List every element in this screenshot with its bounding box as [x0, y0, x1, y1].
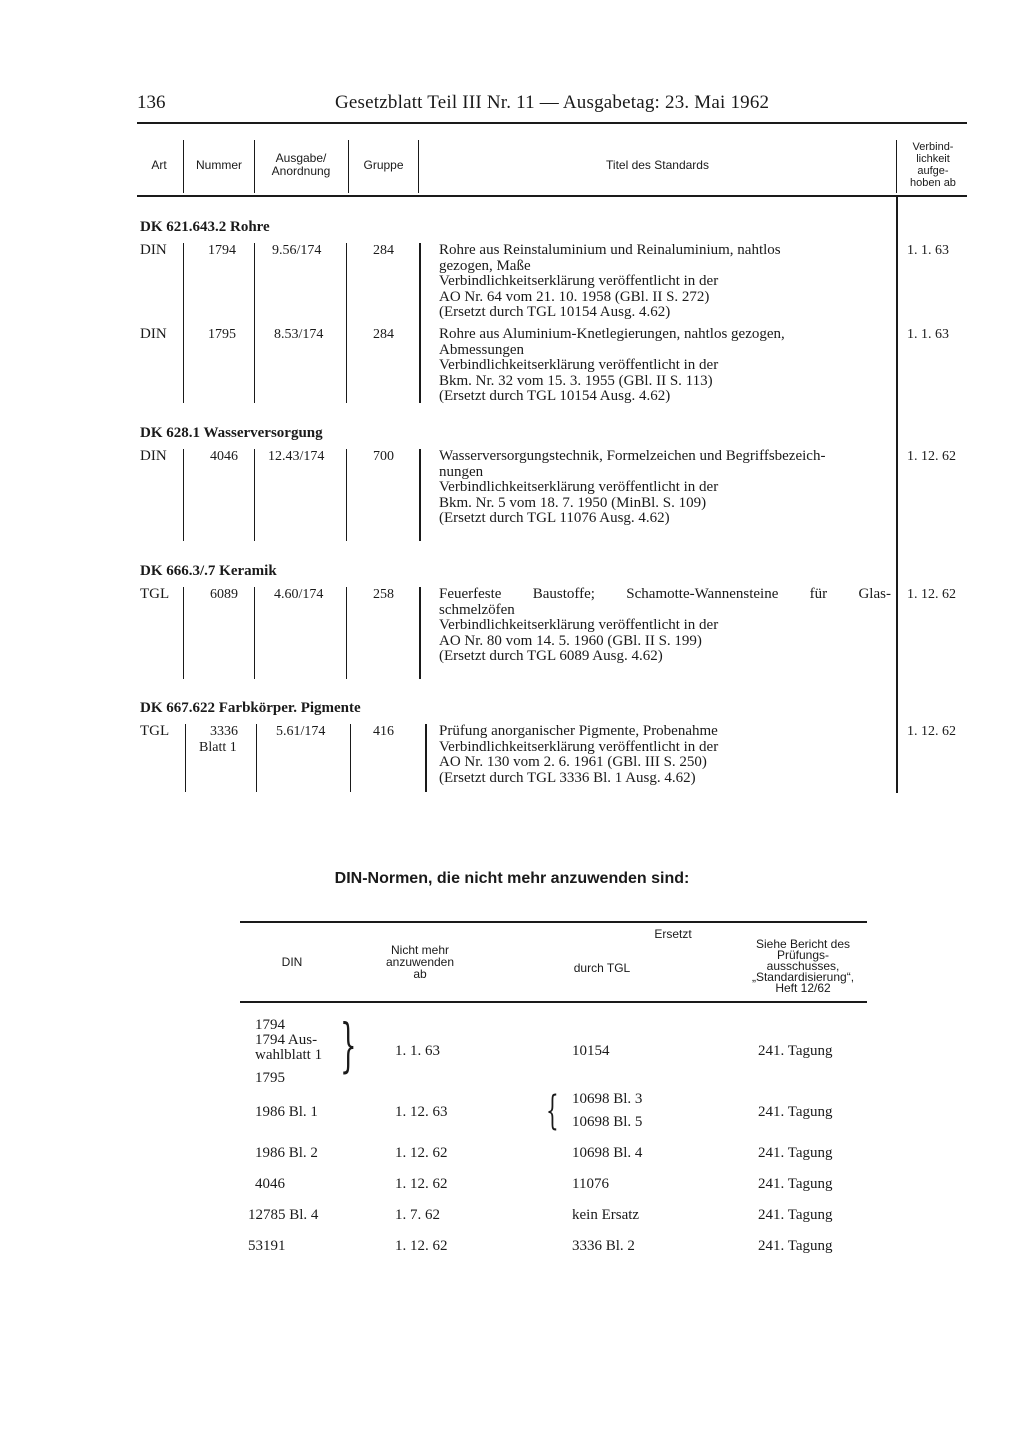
section-heading-wasserversorgung: DK 628.1 Wasserversorgung	[140, 425, 323, 441]
t2-header-line2: Prüfungs-	[776, 948, 830, 962]
row-nummer: 1795	[208, 327, 236, 342]
col-header-art: Art	[151, 158, 167, 172]
title-line: schmelzöfen	[439, 601, 515, 618]
body-sep	[256, 724, 257, 792]
body-sep	[350, 724, 351, 792]
title-line: Abmessungen	[439, 341, 524, 358]
body-sep	[254, 587, 255, 679]
title-line: AO Nr. 80 vom 14. 5. 1960 (GBl. II S. 199)	[439, 632, 702, 649]
t2-header-line1: Siehe Bericht des	[755, 937, 851, 951]
table2-top-rule	[240, 921, 867, 923]
col-header-verbindlichkeit	[898, 141, 968, 189]
title-word: Baustoffe;	[532, 586, 595, 602]
title-word: Schamotte-Wannensteine	[626, 586, 779, 602]
table1-top-rule	[137, 122, 967, 124]
body-sep	[425, 724, 427, 792]
title-line: Verbindlichkeitserklärung veröffentlicht in der	[439, 273, 719, 289]
row-ausgabe: 8.53/174	[274, 327, 324, 342]
title-line: Verbindlichkeitserklärung veröffentlicht in der	[439, 479, 719, 495]
col-header-ausgabe-line1: Ausgabe/	[275, 151, 327, 165]
title-line: (Ersetzt durch TGL 11076 Ausg. 4.62)	[439, 510, 670, 526]
row-aufgehoben: 1. 1. 63	[907, 327, 949, 342]
row-title	[439, 587, 891, 665]
t2-tgl: 10698 Bl. 5	[572, 1114, 643, 1130]
title-line: (Ersetzt durch TGL 10154 Ausg. 4.62)	[439, 304, 671, 320]
section-heading-rohre: DK 621.643.2 Rohre	[140, 219, 270, 235]
row-art: DIN	[140, 326, 167, 342]
t2-ab: 1. 12. 62	[395, 1145, 448, 1161]
t2-header-line3: ausschusses,	[766, 959, 840, 973]
table2-header-rule	[240, 1001, 867, 1003]
title-word: Feuerfeste	[439, 586, 502, 602]
row-gruppe: 284	[373, 243, 394, 258]
t2-bericht: 241. Tagung	[758, 1238, 833, 1254]
title-line: gezogen, Maße	[439, 257, 531, 274]
row-title	[439, 724, 891, 786]
t2-ab: 1. 7. 62	[395, 1207, 440, 1223]
row-ausgabe: 4.60/174	[274, 587, 324, 602]
row-art: TGL	[140, 586, 170, 602]
title-line-justified	[439, 587, 891, 603]
section-heading-farbkoerper: DK 667.622 Farbkörper. Pigmente	[140, 700, 361, 716]
t2-ab: 1. 1. 63	[395, 1043, 440, 1059]
row-title	[439, 449, 891, 527]
col-header-verb-line2: lichkeit	[916, 153, 950, 165]
t2-col-header-durch-tgl: durch TGL	[573, 961, 631, 975]
row-aufgehoben: 1. 12. 62	[907, 449, 956, 464]
title-line: Rohre aus Reinstaluminium und Reinaluminium, nahtlos	[439, 242, 781, 258]
title-line: AO Nr. 64 vom 21. 10. 1958 (GBl. II S. 272)	[439, 288, 710, 305]
t2-din: 1794	[255, 1017, 285, 1033]
title-line: Wasserversorgungstechnik, Formelzeichen und Begriffsbezeich-	[439, 448, 826, 464]
row-nummer: 4046	[210, 449, 238, 464]
aufgehoben-rule	[896, 195, 898, 793]
t2-col-header-din: DIN	[281, 955, 303, 969]
body-sep	[185, 724, 186, 792]
col-sep-art	[183, 140, 184, 193]
body-sep	[346, 243, 347, 403]
t2-din: 4046	[255, 1176, 285, 1192]
title-line: (Ersetzt durch TGL 10154 Ausg. 4.62)	[439, 388, 671, 404]
row-title	[439, 243, 891, 321]
title-line: (Ersetzt durch TGL 3336 Bl. 1 Ausg. 4.62)	[439, 769, 696, 786]
t2-tgl: 11076	[572, 1176, 609, 1192]
t2-din: 1794 Aus-	[255, 1032, 318, 1048]
row-nummer: 3336	[210, 724, 238, 739]
row-nummer: 6089	[210, 587, 238, 602]
title-line: Bkm. Nr. 5 vom 18. 7. 1950 (MinBl. S. 109)	[439, 494, 707, 511]
row-art: TGL	[140, 723, 170, 739]
t2-header-line4: „Standardisierung“,	[751, 970, 855, 984]
t2-din: wahlblatt 1	[255, 1047, 323, 1063]
page-number: 136	[137, 92, 166, 113]
t2-bericht: 241. Tagung	[758, 1207, 833, 1223]
t2-header-line5: Heft 12/62	[775, 981, 831, 995]
title-line: (Ersetzt durch TGL 6089 Ausg. 4.62)	[439, 648, 663, 664]
t2-bericht: 241. Tagung	[758, 1176, 833, 1192]
row-ausgabe: 12.43/174	[268, 449, 325, 464]
row-gruppe: 416	[373, 724, 394, 739]
col-header-nummer: Nummer	[195, 158, 242, 172]
t2-din: 12785 Bl. 4	[248, 1207, 319, 1223]
t2-col-header-ersetzt: Ersetzt	[654, 927, 692, 941]
row-gruppe: 700	[373, 449, 394, 464]
t2-tgl: 10698 Bl. 3	[572, 1091, 643, 1107]
row-nummer: 1794	[208, 243, 236, 258]
t2-tgl: 10154	[572, 1043, 610, 1059]
t2-tgl: 3336 Bl. 2	[572, 1238, 635, 1254]
t2-tgl: 10698 Bl. 4	[572, 1145, 643, 1161]
title-line: Verbindlichkeitserklärung veröffentlicht in der	[439, 357, 719, 373]
col-sep-gruppe	[418, 140, 419, 193]
t2-din: 1986 Bl. 1	[255, 1104, 318, 1120]
table1-header-rule	[137, 195, 967, 197]
col-sep-ausgabe	[348, 140, 349, 193]
row-nummer-blatt: Blatt 1	[199, 740, 237, 755]
row-title	[439, 327, 891, 405]
body-sep	[419, 587, 421, 679]
title-word: Glas-	[858, 586, 891, 602]
left-brace-icon: {	[546, 1088, 559, 1134]
t2-ab: 1. 12. 63	[395, 1104, 448, 1120]
row-aufgehoben: 1. 1. 63	[907, 243, 949, 258]
col-header-verb-line3: aufge-	[917, 165, 949, 177]
body-sep	[183, 243, 184, 403]
title-line: Verbindlichkeitserklärung veröffentlicht in der	[439, 738, 719, 755]
col-header-verb-line1: Verbind-	[912, 141, 954, 153]
title-word: für	[809, 586, 828, 602]
t2-col-header-bericht	[738, 939, 868, 994]
row-art: DIN	[140, 448, 167, 464]
t2-bericht: 241. Tagung	[758, 1104, 833, 1120]
row-ausgabe: 9.56/174	[272, 243, 322, 258]
row-aufgehoben: 1. 12. 62	[907, 587, 956, 602]
section-heading-keramik: DK 666.3/.7 Keramik	[140, 563, 277, 579]
table2-title: DIN-Normen, die nicht mehr anzuwenden sind:	[334, 870, 690, 887]
body-sep	[254, 243, 255, 403]
col-sep-nummer	[254, 140, 255, 193]
t2-ab: 1. 12. 62	[395, 1238, 448, 1254]
t2-header-line3: ab	[413, 967, 427, 981]
t2-col-header-nicht-mehr	[370, 944, 470, 980]
title-line: Bkm. Nr. 32 vom 15. 3. 1955 (GBl. II S. 113)	[439, 372, 713, 389]
t2-din: 1986 Bl. 2	[255, 1145, 318, 1161]
body-sep	[419, 449, 421, 541]
row-aufgehoben: 1. 12. 62	[907, 724, 956, 739]
right-brace-icon: }	[340, 1011, 357, 1079]
t2-header-line1: Nicht mehr	[390, 943, 449, 957]
col-header-ausgabe	[256, 152, 346, 178]
row-ausgabe: 5.61/174	[276, 724, 326, 739]
body-sep	[346, 587, 347, 679]
title-line: Rohre aus Aluminium-Knetlegierungen, nahtlos gezogen,	[439, 326, 785, 342]
col-header-verb-line4: hoben ab	[910, 177, 956, 189]
row-gruppe: 284	[373, 327, 394, 342]
col-header-ausgabe-line2: Anordnung	[271, 164, 331, 178]
body-sep	[183, 449, 184, 541]
title-line: Prüfung anorganischer Pigmente, Probenahme	[439, 723, 718, 739]
t2-bericht: 241. Tagung	[758, 1145, 833, 1161]
t2-ab: 1. 12. 62	[395, 1176, 448, 1192]
col-header-gruppe: Gruppe	[363, 158, 404, 172]
title-line: nungen	[439, 463, 484, 480]
body-sep	[419, 243, 421, 403]
t2-din: 1795	[255, 1070, 285, 1086]
t2-bericht: 241. Tagung	[758, 1043, 833, 1059]
page-header	[137, 92, 967, 116]
header-title: Gesetzblatt Teil III Nr. 11 — Ausgabetag: 23. Mai 1962	[335, 92, 770, 113]
t2-header-line2: anzuwenden	[385, 955, 455, 969]
col-sep-titel	[896, 140, 897, 193]
title-line: Verbindlichkeitserklärung veröffentlicht in der	[439, 617, 719, 633]
body-sep	[254, 449, 255, 541]
body-sep	[346, 449, 347, 541]
row-gruppe: 258	[373, 587, 394, 602]
t2-tgl: kein Ersatz	[572, 1207, 640, 1223]
row-art: DIN	[140, 242, 167, 258]
t2-din: 53191	[248, 1238, 286, 1254]
body-sep	[183, 587, 184, 679]
col-header-titel: Titel des Standards	[606, 158, 709, 172]
title-line: AO Nr. 130 vom 2. 6. 1961 (GBl. III S. 250)	[439, 754, 707, 770]
